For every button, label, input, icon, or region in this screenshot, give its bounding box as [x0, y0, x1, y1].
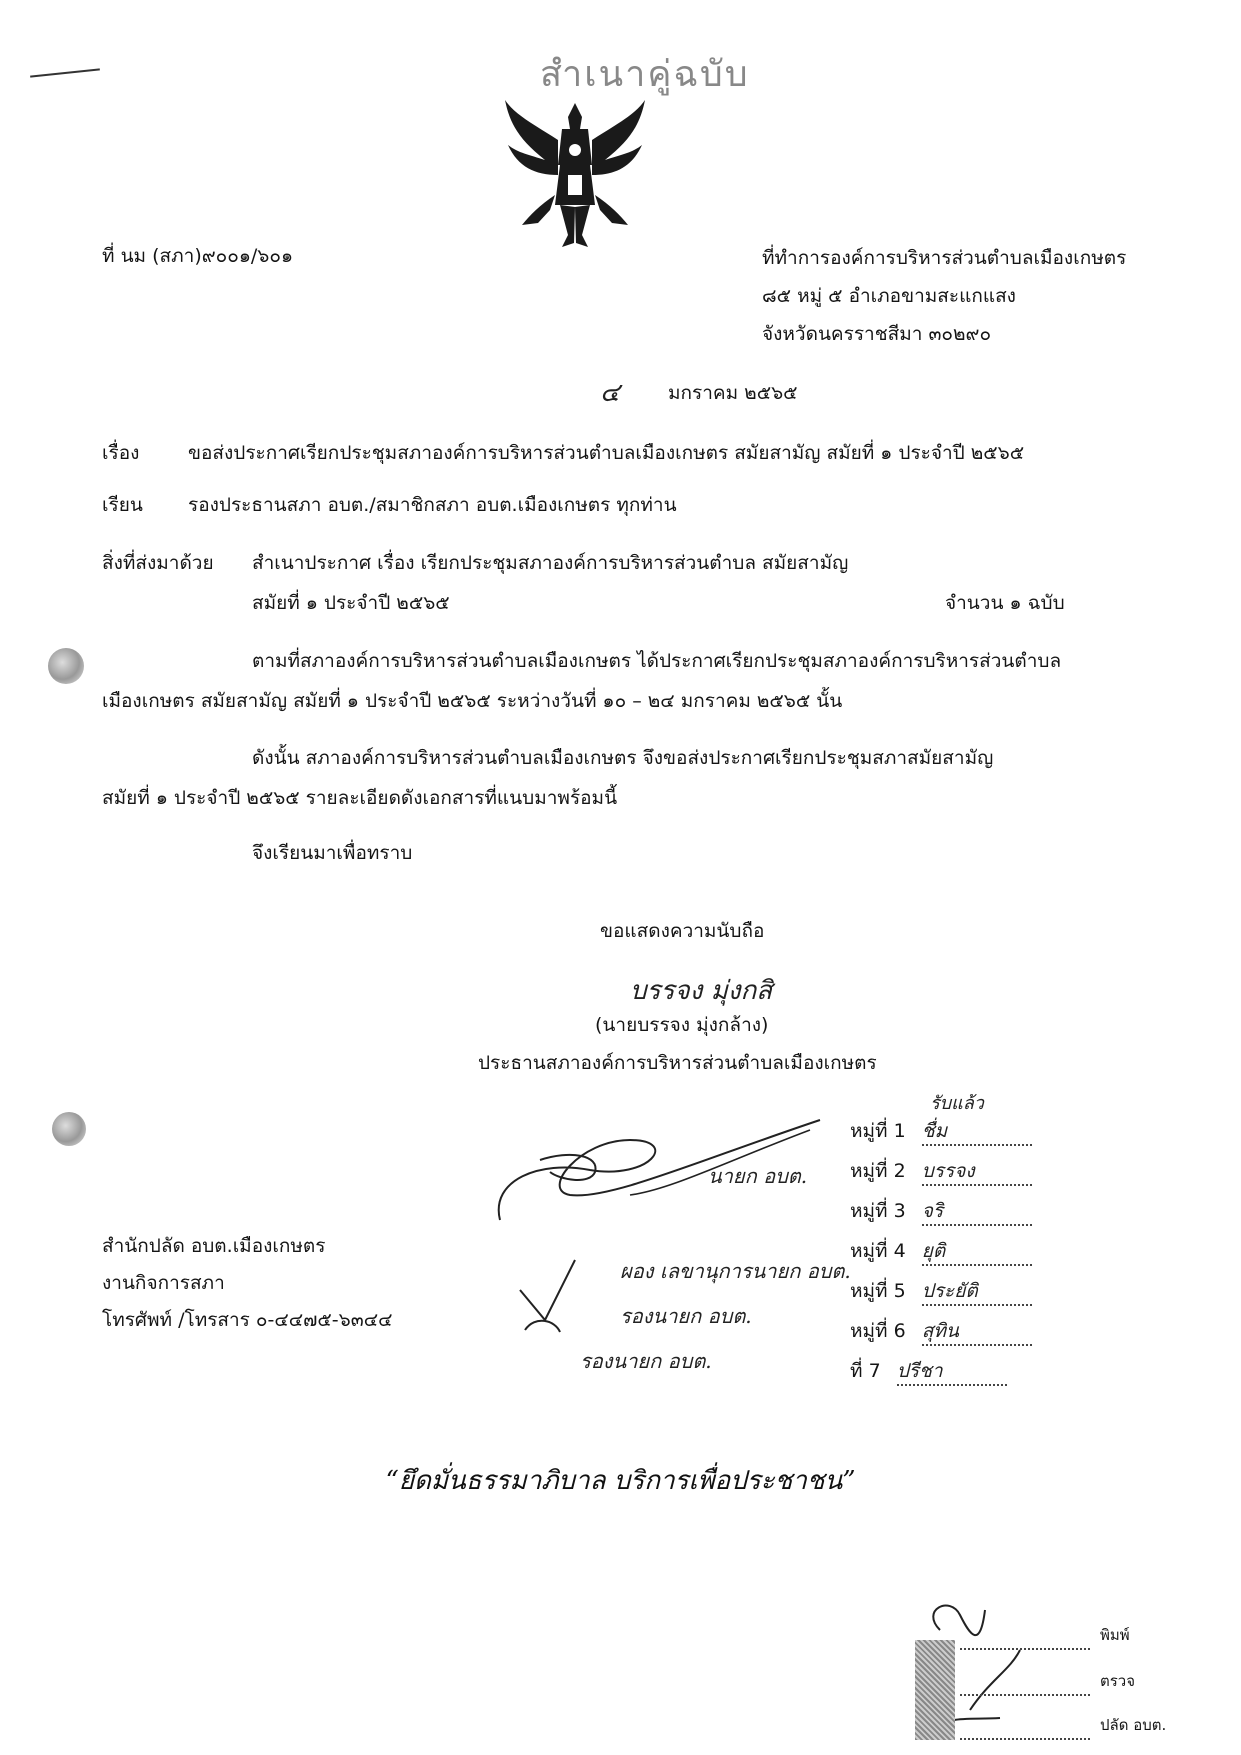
recipient-label: เรียน: [102, 494, 143, 516]
signer-position: ประธานสภาองค์การบริหารส่วนตำบลเมืองเกษตร: [478, 1052, 877, 1074]
village-receipt-row: [850, 1118, 1080, 1158]
village-label: หมู่ที่ 2: [850, 1160, 906, 1182]
footer-clerk-label: ปลัด อบต.: [1100, 1716, 1167, 1734]
attachment-label: สิ่งที่ส่งมาด้วย: [102, 552, 214, 574]
village-receipt-row: [850, 1358, 1080, 1398]
received-header: รับแล้ว: [930, 1093, 984, 1114]
village-label: หมู่ที่ 5: [850, 1280, 906, 1302]
copy-stamp: สำเนาคู่ฉบับ: [540, 54, 750, 95]
attachment-count: จำนวน ๑ ฉบับ: [945, 592, 1065, 614]
signer-name: (นายบรรจง มุ่งกล้าง): [595, 1014, 769, 1036]
footer-dotted-line: [960, 1738, 1090, 1740]
handwritten-signature: บรรจง มุ่งกสิ: [630, 976, 773, 1006]
village-receipt-row: [850, 1198, 1080, 1238]
office-address-line3: จังหวัดนครราชสีมา ๓๐๒๙๐: [762, 323, 992, 345]
margin-pen-mark: [30, 68, 100, 77]
recipient-text: รองประธานสภา อบต./สมาชิกสภา อบต.เมืองเกษตร ทุกท่าน: [188, 494, 677, 516]
subject-text: ขอส่งประกาศเรียกประชุมสภาองค์การบริหารส่วนตำบลเมืองเกษตร สมัยสามัญ สมัยที่ ๑ ประจำปี ๒๕๖๕: [188, 442, 1025, 464]
body-para2-line1: ดังนั้น สภาองค์การบริหารส่วนตำบลเมืองเกษตร จึงขอส่งประกาศเรียกประชุมสภาสมัยสามัญ: [252, 747, 994, 769]
office-address-line1: ที่ทำการองค์การบริหารส่วนตำบลเมืองเกษตร: [762, 247, 1127, 269]
village-label: หมู่ที่ 4: [850, 1240, 906, 1262]
footer-gray-block: [915, 1640, 955, 1740]
footer-checked-label: ตรวจ: [1100, 1672, 1136, 1690]
punch-hole: [52, 1112, 86, 1146]
footer-dotted-line: [960, 1694, 1090, 1696]
subject-label: เรื่อง: [102, 442, 140, 464]
attachment-line2: สมัยที่ ๑ ประจำปี ๒๕๖๕: [252, 592, 450, 614]
deputy-note-2: รองนายก อบต.: [580, 1349, 712, 1373]
footer-typed-label: พิมพ์: [1100, 1626, 1130, 1644]
deputy-note-1: รองนายก อบต.: [620, 1304, 752, 1328]
village-receipt-row: [850, 1278, 1080, 1318]
village-label: ที่ 7: [850, 1360, 881, 1382]
chairman-note: นายก อบต.: [708, 1164, 808, 1188]
village-signature: ปรีชา: [897, 1358, 1007, 1386]
village-receipt-row: [850, 1158, 1080, 1198]
village-receipt-row: [850, 1318, 1080, 1358]
village-label: หมู่ที่ 3: [850, 1200, 906, 1222]
handwritten-initial-scribble: [515, 1250, 605, 1340]
attachment-line1: สำเนาประกาศ เรื่อง เรียกประชุมสภาองค์การบริหารส่วนตำบล สมัยสามัญ: [252, 552, 849, 574]
village-label: หมู่ที่ 1: [850, 1120, 906, 1142]
reference-number: ที่ นม (สภา)๙๐๐๑/๖๐๑: [102, 245, 294, 267]
village-signature: ประยัติ: [922, 1278, 1032, 1306]
contact-department: งานกิจการสภา: [102, 1272, 225, 1294]
closing-salutation: ขอแสดงความนับถือ: [600, 920, 765, 942]
contact-phone: โทรศัพท์ /โทรสาร ๐-๔๔๗๕-๖๓๔๔: [102, 1309, 393, 1331]
contact-office: สำนักปลัด อบต.เมืองเกษตร: [102, 1235, 326, 1257]
punch-hole: [48, 648, 84, 684]
village-label: หมู่ที่ 6: [850, 1320, 906, 1342]
office-address-line2: ๘๕ หมู่ ๕ อำเภอขามสะแกแสง: [762, 285, 1016, 307]
date-month-year: มกราคม ๒๕๖๕: [668, 382, 798, 404]
village-signature: สุทิน: [922, 1318, 1032, 1346]
body-para2-line2: สมัยที่ ๑ ประจำปี ๒๕๖๕ รายละเอียดดังเอกสารที่แนบมาพร้อมนี้: [102, 787, 618, 809]
closing-request: จึงเรียนมาเพื่อทราบ: [252, 842, 413, 864]
village-receipt-list: [850, 1118, 1080, 1398]
village-signature: ชื่ม: [922, 1118, 1032, 1146]
body-para1-line1: ตามที่สภาองค์การบริหารส่วนตำบลเมืองเกษตร ได้ประกาศเรียกประชุมสภาองค์การบริหารส่วนตำบล: [252, 650, 1062, 672]
body-para1-line2: เมืองเกษตร สมัยสามัญ สมัยที่ ๑ ประจำปี ๒๕๖๕ ระหว่างวันที่ ๑๐ – ๒๔ มกราคม ๒๕๖๕ นั้น: [102, 690, 843, 712]
date-day: ๔: [600, 378, 620, 408]
village-signature: ยุติ: [922, 1238, 1032, 1266]
slogan: “ยึดมั่นธรรมาภิบาล บริการเพื่อประชาชน”: [385, 1466, 856, 1496]
village-signature: จริ: [922, 1198, 1032, 1226]
village-signature: บรรจง: [922, 1158, 1032, 1186]
garuda-emblem-icon: [500, 95, 650, 255]
secretary-note: ผอง เลขานุการนายก อบต.: [620, 1259, 851, 1283]
village-receipt-row: [850, 1238, 1080, 1278]
footer-dotted-line: [960, 1648, 1090, 1650]
